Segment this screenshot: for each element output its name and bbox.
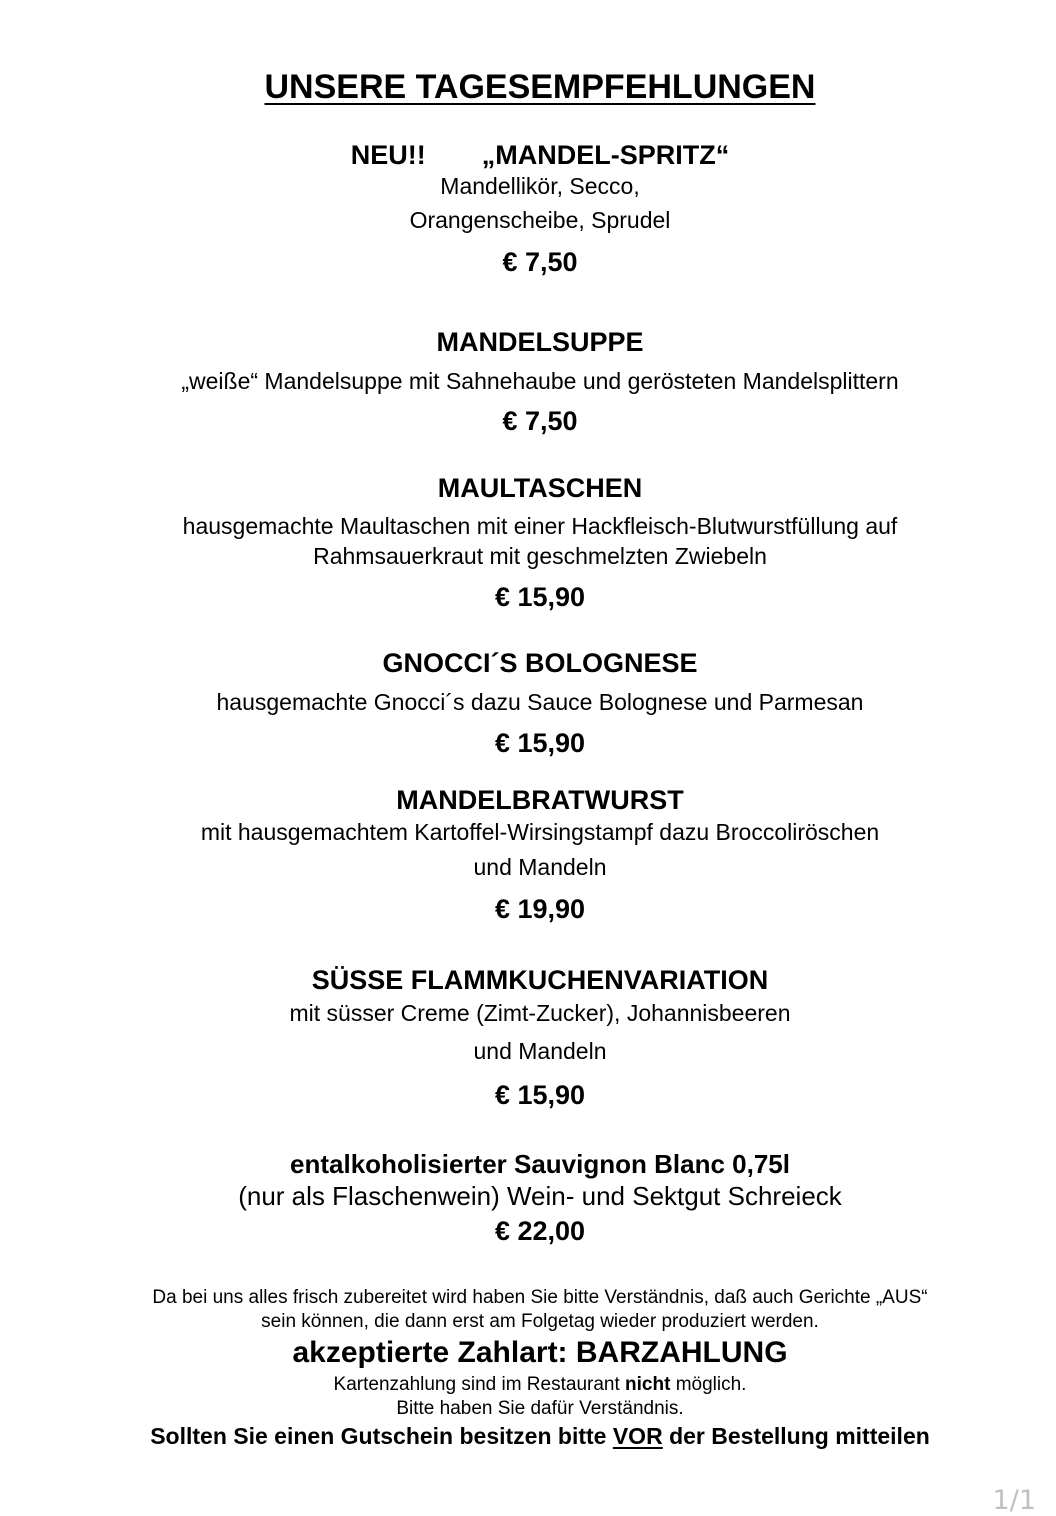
item-price: € 15,90 (494, 728, 586, 758)
voucher-text: der Bestellung mitteilen (662, 1423, 930, 1449)
item-name: SÜSSE FLAMMKUCHENVARIATION (311, 965, 769, 995)
card-payment-note (0, 1375, 1056, 1394)
item-price: € 19,90 (494, 894, 586, 924)
item-description: hausgemachte Gnocci´s dazu Sauce Bolognese und Parmesan (216, 689, 864, 715)
item-description: Orangenscheibe, Sprudel (409, 207, 671, 233)
wine-description: (nur als Flaschenwein) Wein- und Sektgut Schreieck (238, 1181, 842, 1211)
card-note-text: Kartenzahlung sind im Restaurant (333, 1374, 626, 1395)
page-indicator: 1/1 (992, 1485, 1036, 1516)
card-note-emphasis: nicht (625, 1374, 671, 1395)
new-badge: NEU!! (350, 140, 426, 170)
understanding-note: Bitte haben Sie dafür Verständnis. (396, 1398, 684, 1419)
item-name: „MANDEL-SPRITZ“ (481, 140, 730, 170)
freshness-notice-line: sein können, die dann erst am Folgetag wieder produziert werden. (261, 1311, 819, 1332)
item-price: € 7,50 (502, 406, 578, 436)
item-price: € 7,50 (502, 247, 578, 277)
item-description: „weiße“ Mandelsuppe mit Sahnehaube und gerösteten Mandelsplittern (181, 368, 899, 394)
item-description: mit süsser Creme (Zimt-Zucker), Johannisbeeren (289, 1000, 791, 1026)
item-name: MANDELBRATWURST (396, 785, 684, 815)
voucher-note (0, 1425, 1056, 1448)
voucher-emphasis: VOR (612, 1423, 663, 1449)
item-heading-mandel-spritz (0, 142, 1056, 169)
freshness-notice-line: Da bei uns alles frisch zubereitet wird haben Sie bitte Verständnis, daß auch Gerichte „AUS“ (152, 1287, 928, 1308)
item-name: MANDELSUPPE (436, 327, 644, 357)
item-description: und Mandeln (473, 854, 607, 880)
item-name: GNOCCI´S BOLOGNESE (382, 648, 698, 678)
item-name: MAULTASCHEN (437, 473, 643, 503)
item-description: Mandellikör, Secco, (440, 173, 640, 199)
page-title: UNSERE TAGESEMPFEHLUNGEN (264, 68, 816, 106)
wine-price: € 22,00 (494, 1216, 586, 1246)
wine-name: entalkoholisierter Sauvignon Blanc 0,75l (290, 1149, 790, 1179)
item-price: € 15,90 (494, 582, 586, 612)
item-description: und Mandeln (473, 1038, 607, 1064)
voucher-text: Sollten Sie einen Gutschein besitzen bitte (150, 1423, 613, 1449)
card-note-text: möglich. (670, 1374, 747, 1395)
item-description: Rahmsauerkraut mit geschmelzten Zwiebeln (313, 543, 767, 569)
item-description: mit hausgemachtem Kartoffel-Wirsingstampf dazu Broccoliröschen (200, 819, 880, 845)
payment-heading: akzeptierte Zahlart: BARZAHLUNG (292, 1336, 788, 1369)
item-description: hausgemachte Maultaschen mit einer Hackfleisch-Blutwurstfüllung auf (182, 513, 898, 539)
item-price: € 15,90 (494, 1080, 586, 1110)
